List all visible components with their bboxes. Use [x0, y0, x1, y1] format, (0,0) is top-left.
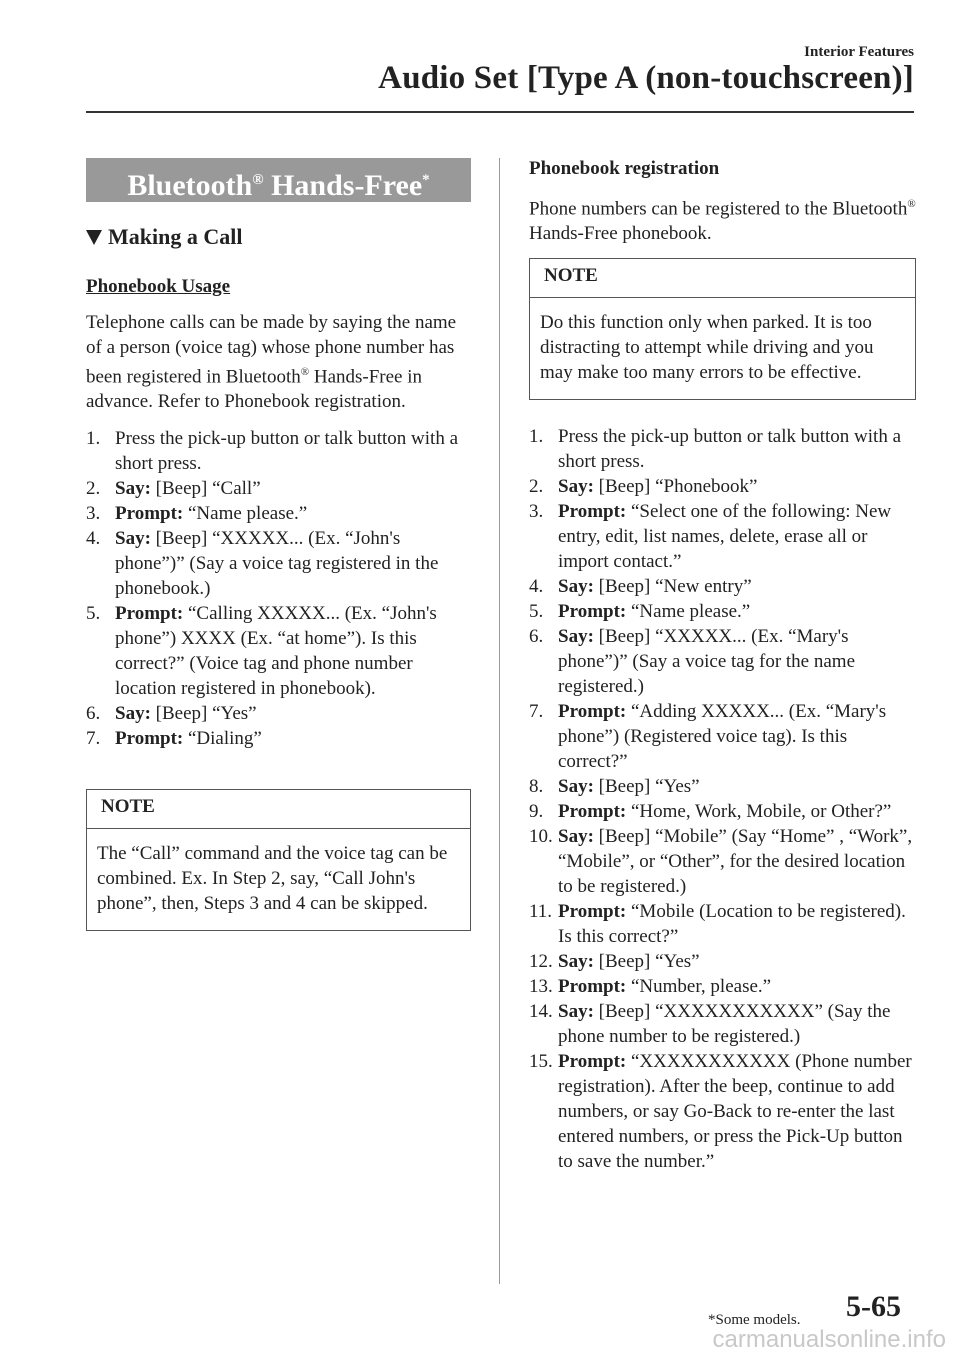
step-text: “Mobile (Location to be registered). Is this correct?” — [558, 901, 906, 948]
step-number: 6. — [529, 626, 544, 648]
step-text: [Beep] “Phonebook” — [593, 476, 758, 498]
step-number: 3. — [529, 501, 544, 523]
step-item — [529, 624, 916, 699]
call-steps-list — [86, 426, 471, 751]
section-banner — [86, 158, 471, 202]
step-number: 11. — [529, 901, 553, 923]
intro-text-b: Hands-Free in advance. Refer to Phonebook registration. — [86, 366, 423, 413]
step-text: “Number, please.” — [626, 976, 772, 998]
reg-intro-registered-mark: ® — [907, 198, 916, 210]
step-keyword: Say: — [558, 626, 594, 648]
step-keyword: Say: — [558, 776, 594, 798]
note-text: Do this function only when parked. It is too distracting to attempt while driving and you may make too many errors to be effective. — [540, 312, 874, 384]
step-item — [86, 726, 471, 751]
step-item — [529, 474, 916, 499]
step-number: 1. — [529, 426, 544, 448]
step-keyword: Prompt: — [558, 501, 627, 523]
registration-intro-paragraph — [529, 192, 916, 246]
step-number: 9. — [529, 801, 544, 823]
step-item — [86, 476, 471, 501]
step-keyword: Prompt: — [558, 601, 627, 623]
step-item — [529, 899, 916, 949]
step-number: 15. — [529, 1051, 553, 1073]
column-divider — [499, 158, 500, 1284]
step-text: “Name please.” — [626, 601, 751, 623]
step-text: Press the pick-up button or talk button with a short press. — [558, 426, 902, 473]
step-item — [529, 574, 916, 599]
step-text: “Select one of the following: New entry, edit, list names, delete, erase all or import contact.” — [558, 501, 892, 573]
step-item — [86, 526, 471, 601]
triangle-down-icon — [86, 230, 102, 245]
step-number: 12. — [529, 951, 553, 973]
step-item — [86, 501, 471, 526]
step-text: [Beep] “XXXXX... (Ex. “John's phone”)” (Say a voice tag registered in the phonebook.) — [115, 528, 439, 600]
step-keyword: Prompt: — [115, 603, 184, 625]
registration-steps-list — [529, 424, 916, 1174]
step-keyword: Prompt: — [558, 701, 627, 723]
reg-intro-text-a: Phone numbers can be registered to the Bluetooth — [529, 198, 908, 220]
step-number: 3. — [86, 503, 101, 525]
step-number: 14. — [529, 1001, 553, 1023]
step-keyword: Say: — [558, 951, 594, 973]
step-keyword: Say: — [558, 476, 594, 498]
step-keyword: Say: — [115, 528, 151, 550]
note-title: NOTE — [530, 259, 915, 298]
step-item — [529, 599, 916, 624]
note-text: The “Call” command and the voice tag can be combined. Ex. In Step 2, say, “Call John's phone”, then, Steps 3 and 4 can be skipped. — [97, 843, 448, 915]
step-item — [529, 499, 916, 574]
subsection-title — [86, 224, 471, 250]
step-text: “Home, Work, Mobile, or Other?” — [626, 801, 892, 823]
step-item — [86, 701, 471, 726]
step-item — [529, 949, 916, 974]
page-number: 5-65 — [846, 1290, 901, 1323]
step-number: 5. — [86, 603, 101, 625]
step-text: “Adding XXXXX... (Ex. “Mary's phone”) (Registered voice tag). Is this correct?” — [558, 701, 887, 773]
step-text: “Dialing” — [183, 728, 262, 750]
banner-asterisk: * — [422, 172, 430, 188]
step-number: 2. — [529, 476, 544, 498]
step-item — [529, 799, 916, 824]
step-item — [529, 824, 916, 899]
step-item — [86, 601, 471, 701]
step-number: 4. — [86, 528, 101, 550]
intro-registered-mark: ® — [300, 366, 310, 378]
step-number: 8. — [529, 776, 544, 798]
step-text: Press the pick-up button or talk button with a short press. — [115, 428, 459, 475]
phonebook-usage-heading: Phonebook Usage — [86, 276, 231, 297]
step-item — [529, 774, 916, 799]
phonebook-registration-heading: Phonebook registration — [529, 158, 720, 179]
step-number: 2. — [86, 478, 101, 500]
step-keyword: Prompt: — [558, 901, 627, 923]
step-number: 5. — [529, 601, 544, 623]
note-box — [529, 258, 916, 400]
step-number: 13. — [529, 976, 553, 998]
banner-rest: Hands-Free — [263, 169, 423, 202]
step-text: [Beep] “Yes” — [593, 951, 700, 973]
note-title: NOTE — [87, 790, 470, 829]
page-header-section: Interior Features — [804, 44, 914, 60]
step-keyword: Say: — [558, 576, 594, 598]
banner-registered-mark: ® — [252, 172, 264, 188]
intro-text-a: Telephone calls can be made by saying the name of a person (voice tag) whose phone number has been registered in Bluetooth — [86, 312, 457, 388]
step-item — [529, 974, 916, 999]
step-item — [529, 1049, 916, 1174]
step-text: [Beep] “XXXXX... (Ex. “Mary's phone”)” (Say a voice tag for the name registered.) — [558, 626, 856, 698]
intro-paragraph — [86, 310, 471, 414]
step-text: [Beep] “New entry” — [593, 576, 752, 598]
step-text: [Beep] “Call” — [150, 478, 261, 500]
right-column — [529, 158, 916, 1174]
subsection-title-text: Making a Call — [108, 224, 243, 249]
step-keyword: Prompt: — [115, 728, 184, 750]
left-column — [86, 158, 471, 931]
note-box — [86, 789, 471, 931]
header-rule — [86, 111, 914, 113]
watermark: carmanualsonline.info — [712, 1326, 946, 1353]
step-number: 1. — [86, 428, 101, 450]
page-title: Audio Set [Type A (non-touchscreen)] — [378, 60, 914, 96]
step-keyword: Say: — [115, 703, 151, 725]
step-text: “Calling XXXXX... (Ex. “John's phone”) XXXX (Ex. “at home”). Is this correct?” (Voice tag and phone number location registered in phonebook). — [115, 603, 437, 700]
step-number: 4. — [529, 576, 544, 598]
step-keyword: Prompt: — [558, 976, 627, 998]
step-text: [Beep] “Yes” — [593, 776, 700, 798]
step-number: 6. — [86, 703, 101, 725]
step-text: [Beep] “Mobile” (Say “Home” , “Work”, “Mobile”, or “Other”, for the desired location to be registered.) — [558, 826, 913, 898]
step-text: “Name please.” — [183, 503, 308, 525]
step-item — [529, 424, 916, 474]
step-keyword: Say: — [558, 826, 594, 848]
step-keyword: Say: — [558, 1001, 594, 1023]
banner-main: Bluetooth — [127, 169, 253, 202]
step-keyword: Say: — [115, 478, 151, 500]
step-number: 7. — [86, 728, 101, 750]
step-number: 7. — [529, 701, 544, 723]
step-number: 10. — [529, 826, 553, 848]
step-keyword: Prompt: — [558, 1051, 627, 1073]
step-text: [Beep] “XXXXXXXXXXX” (Say the phone number to be registered.) — [558, 1001, 891, 1048]
step-item — [86, 426, 471, 476]
step-text: [Beep] “Yes” — [150, 703, 257, 725]
step-keyword: Prompt: — [558, 801, 627, 823]
step-text: “XXXXXXXXXXX (Phone number registration). After the beep, continue to add numbers, or say Go-Back to re-enter the last entered numbers, or press the Pick-Up button to save the number.” — [558, 1051, 912, 1173]
step-item — [529, 699, 916, 774]
reg-intro-text-b: Hands-Free phonebook. — [529, 223, 712, 245]
step-item — [529, 999, 916, 1049]
footnote: *Some models. — [708, 1312, 801, 1328]
step-keyword: Prompt: — [115, 503, 184, 525]
